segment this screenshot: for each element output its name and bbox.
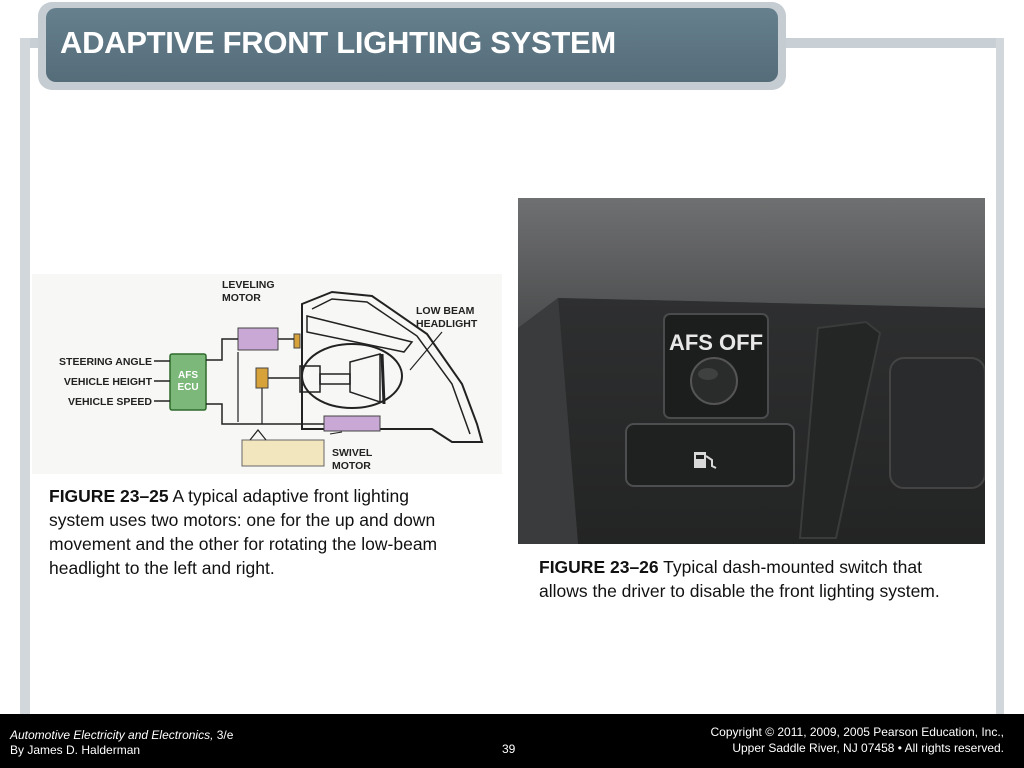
dash-photo-svg (518, 198, 985, 544)
afs-off-label: AFS OFF (668, 330, 764, 355)
figure-25-caption (49, 484, 469, 580)
vehicle-speed-label: VEHICLE SPEED (67, 396, 152, 408)
lens-rim (382, 354, 384, 404)
bulb (320, 374, 350, 384)
footer-copyright-line1: Copyright © 2011, 2009, 2005 Pearson Education, Inc., (710, 725, 1004, 739)
afs-off-button (691, 358, 737, 404)
connector-block (242, 440, 324, 466)
footer-book-info (10, 728, 233, 758)
vehicle-height-label: VEHICLE HEIGHT (63, 376, 152, 388)
afs-ecu-label-2: ECU (177, 382, 199, 393)
leveling-motor-label-2: MOTOR (222, 292, 261, 304)
leveling-motor-label-1: LEVELING (222, 279, 275, 291)
wire-ecu-leveling (206, 339, 238, 360)
footer-copyright-line2: Upper Saddle River, NJ 07458 • All rights reserved. (732, 741, 1004, 755)
footer-page-number: 39 (502, 742, 516, 756)
frame-right-rail (996, 38, 1004, 714)
figure-26-caption (539, 555, 969, 603)
wire-ecu-swivel (206, 404, 324, 424)
button-highlight (698, 368, 718, 380)
low-beam-label-1: LOW BEAM (416, 305, 475, 317)
slide-footer (0, 714, 1024, 768)
swivel-actuator (256, 368, 268, 388)
footer-book-title: Automotive Electricity and Electronics, (10, 728, 214, 742)
figure-26-number: FIGURE 23–26 (539, 557, 659, 577)
figure-25-number: FIGURE 23–25 (49, 486, 169, 506)
swivel-motor-label-2: MOTOR (332, 460, 371, 472)
fuel-door-switch (626, 424, 794, 486)
leveling-motor-box (238, 328, 278, 350)
figure-26-caption-text: Typical dash-mounted switch that allows the driver to disable the front lighting system. (539, 557, 940, 601)
swivel-motor-label-1: SWIVEL (332, 447, 373, 459)
steering-angle-label: STEERING ANGLE (59, 356, 152, 368)
dash-switch-photo (518, 198, 985, 544)
slide-title: ADAPTIVE FRONT LIGHTING SYSTEM (60, 25, 616, 60)
figure-25-caption-text: A typical adaptive front lighting system uses two motors: one for the up and down movement and the other for rotating the low-beam headlight to the left and right. (49, 486, 438, 578)
connector-lead (250, 430, 266, 440)
leveling-actuator (294, 334, 300, 348)
footer-author: By James D. Halderman (10, 743, 141, 757)
frame-left-rail (20, 38, 30, 714)
afs-ecu-label-1: AFS (178, 370, 198, 381)
projector-reflector (302, 344, 402, 408)
projector-lens (350, 354, 380, 402)
low-beam-label-2: HEADLIGHT (416, 318, 478, 330)
afs-diagram-svg (32, 274, 502, 474)
afs-system-diagram (32, 274, 502, 474)
right-panel (890, 358, 985, 488)
swivel-pointer (330, 432, 342, 434)
footer-copyright (711, 724, 1004, 756)
footer-edition: 3/e (213, 728, 234, 742)
swivel-motor-box (324, 416, 380, 431)
